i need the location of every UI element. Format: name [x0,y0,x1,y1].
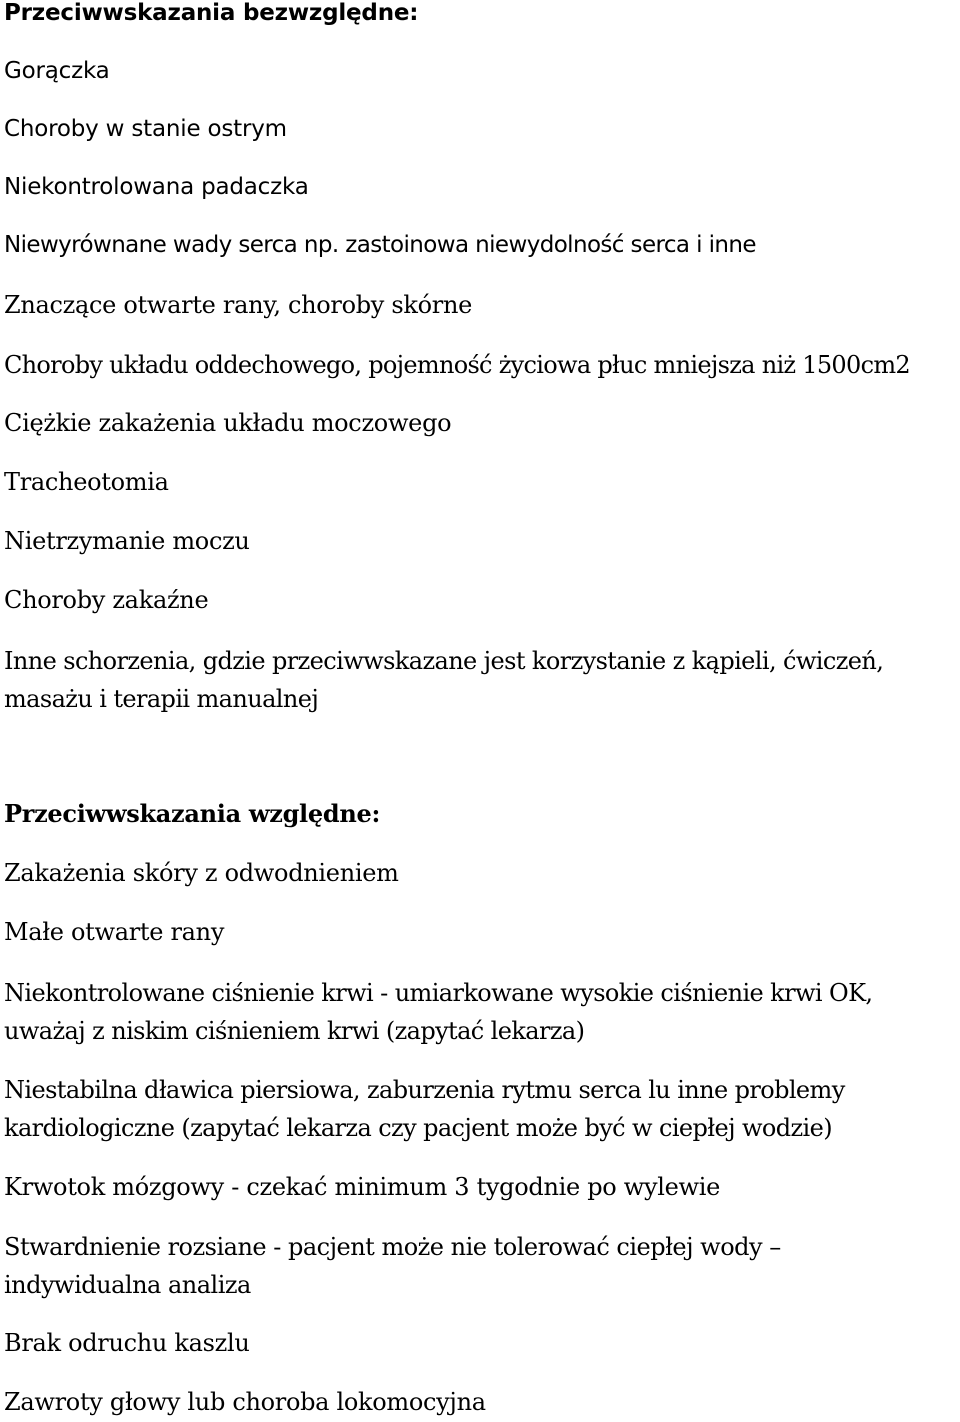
list-item: Małe otwarte rany [4,918,225,946]
list-item: Krwotok mózgowy - czekać minimum 3 tygodnie po wylewie [4,1173,721,1201]
list-item: Znaczące otwarte rany, choroby skórne [4,291,473,319]
list-item: Nietrzymanie moczu [4,527,250,555]
list-item: Choroby układu oddechowego, pojemność życiowa płuc mniejsza niż 1500cm2 [4,351,910,379]
relative-contraindications-heading: Przeciwwskazania względne: [4,799,381,828]
list-item: Choroby w stanie ostrym [4,116,287,142]
list-item: Tracheotomia [4,468,169,496]
list-item: Zawroty głowy lub choroba lokomocyjna [4,1388,486,1416]
list-item: Niewyrównane wady serca np. zastoinowa niewydolność serca i inne [4,232,756,258]
list-item: Choroby zakaźne [4,586,209,614]
list-item: Stwardnienie rozsiane - pacjent może nie tolerować ciepłej wody – indywidualna analiza [4,1233,781,1299]
list-item: Gorączka [4,58,110,84]
list-item: Niestabilna dławica piersiowa, zaburzenia rytmu serca lu inne problemy kardiologiczne (zapytać lekarza czy pacjent może być w ciepłej wodzie) [4,1076,845,1142]
list-item: Inne schorzenia, gdzie przeciwwskazane jest korzystanie z kąpieli, ćwiczeń, masażu i terapii manualnej [4,647,884,713]
absolute-contraindications-heading: Przeciwwskazania bezwzględne: [4,0,419,26]
list-item: Niekontrolowana padaczka [4,174,309,200]
list-item: Niekontrolowane ciśnienie krwi - umiarkowane wysokie ciśnienie krwi OK, uważaj z niskim ciśnieniem krwi (zapytać lekarza) [4,979,873,1045]
list-item: Ciężkie zakażenia układu moczowego [4,409,452,437]
list-item: Brak odruchu kaszlu [4,1329,250,1357]
list-item: Zakażenia skóry z odwodnieniem [4,859,399,887]
